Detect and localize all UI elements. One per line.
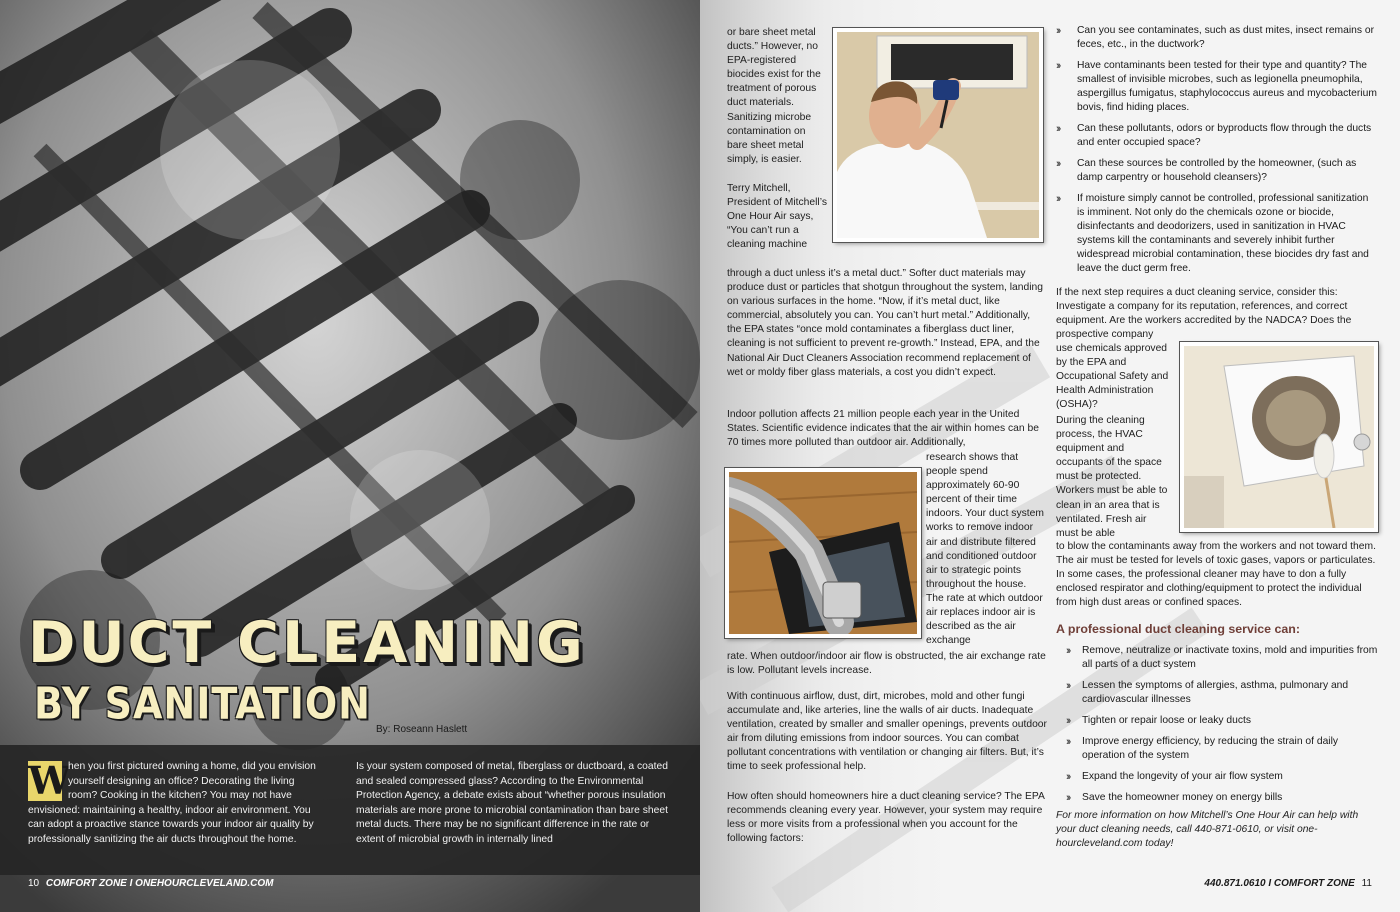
col1-paragraph-3c: rate. When outdoor/indoor air flow is obstructed, the air exchange rate is low. Pollutant levels increase. <box>727 651 1046 677</box>
factors-list <box>1056 24 1378 283</box>
service-item: ›› Save the homeowner money on energy bills <box>1066 792 1283 804</box>
factor-item: ›› Can you see contaminates, such as dust mites, insect remains or feces, etc., in the ductwork? <box>1056 25 1375 50</box>
col1-paragraph-1: or bare sheet metal ducts.” However, no EPA-registered biocides exist for the treatment of porous duct materials. Sanitizing microbe contamination on bare sheet metal simply, is easier. <box>727 27 821 165</box>
folio-right <box>1204 878 1372 889</box>
author-byline: By: Roseann Haslett <box>376 724 468 735</box>
col2-paragraph-1b: use chemicals approved by the EPA and Occupational Safety and Health Administration (OSHA)? <box>1056 343 1169 411</box>
chevron-double-right-icon: ›› <box>1056 158 1060 170</box>
page-number-left: 10 <box>28 878 40 889</box>
article-title-block <box>28 610 688 729</box>
vacuum-photo <box>725 468 921 638</box>
intro-column-2: Is your system composed of metal, fiberglass or ductboard, a coated and sealed compressed glass? According to the Environmental Protection Agency, a debate exists about “whether porous insulation materials are more prone to microbial contamination than bare sheet metal ducts. There may be no significant difference in the rate or extent of microbial growth in internally lined <box>356 761 668 845</box>
chevron-double-right-icon: ›› <box>1056 123 1060 135</box>
ceiling-vent-photo <box>1180 342 1378 532</box>
intro-column-1 <box>28 760 318 848</box>
col1-paragraph-5: How often should homeowners hire a duct cleaning service? The EPA recommends cleaning every year. However, your system may require less or more visits from a professional when you account for the following factors: <box>727 791 1045 845</box>
chevron-double-right-icon: ›› <box>1066 715 1070 727</box>
factor-item: ›› Can these pollutants, odors or byproducts flow through the ducts and enter occupied space? <box>1056 123 1372 148</box>
col1-paragraph-3b: research shows that people spend approximately 60-90 percent of their time indoors. Your duct system works to remove indoor air and distribute filtered and conditioned outdoor air to strategic points throughout the house. The rate at which outdoor air replaces indoor air is described as the air exchange <box>926 452 1044 647</box>
col1-paragraph-4: With continuous airflow, dust, dirt, microbes, mold and other fungi accumulate and, like arteries, line the walls of air ducts. Inadequate ventilation, created by smaller and smaller openings, prevents outdoor air from diluting emissions from indoor sources. You can combat pollutant concentrations with ventilation or changing air filters. But, it’s time to seek professional help. <box>727 691 1047 773</box>
col2-paragraph-2b: to blow the contaminants away from the workers and not toward them. The air must be tested for levels of toxic gases, vapors or particulates. In some cases, the professional cleaner may have to don a fully enclosed respirator and clothing/equipment to protect the individual from high dust areas or confined spaces. <box>1056 541 1376 609</box>
publication-name-right: 440.871.0610 I COMFORT ZONE <box>1204 878 1355 889</box>
chevron-double-right-icon: ›› <box>1066 771 1070 783</box>
technician-photo <box>833 28 1043 242</box>
factor-item: ›› If moisture simply cannot be controlled, professional sanitization is imminent. Not only do the chemicals ozone or biocide, disinfectants and deodorizers, used in sanitization in HVAC systems kill the contaminants and severely inhibit further widespread microbial contamination, these biocides dry fast and leave the duct germ free. <box>1056 193 1369 274</box>
col1-paragraph-3a: Indoor pollution affects 21 million people each year in the United States. Scientific evidence indicates that the air within homes can be 70 times more polluted than outdoor air. Additionally, <box>727 409 1039 449</box>
col1-paragraph-2a: Terry Mitchell, President of Mitchell’s One Hour Air says, “You can’t run a cleaning machine <box>727 183 827 251</box>
col1-paragraph-2b: through a duct unless it’s a metal duct.” Softer duct materials may produce dust or particles that shotgun throughout the system, landing on various surfaces in the home. “Now, if it’s metal duct, like commercial, absolutely you can. You can’t hurt metal.” Additionally, the EPA states “once mold contaminates a fiberglass duct liner, cleaning is not sufficient to prevent re-growth.” Instead, EPA, and the National Air Duct Cleaners Association recommend replacement of wet or moldy fiber glass materials, a cost you didn’t expect. <box>727 268 1043 378</box>
chevron-double-right-icon: ›› <box>1056 193 1060 205</box>
service-item: ›› Remove, neutralize or inactivate toxins, mold and impurities from all parts of a duct system <box>1066 645 1378 670</box>
drop-cap: W <box>28 758 71 803</box>
article-title: DUCT CLEANING <box>28 610 586 676</box>
closing-note: For more information on how Mitchell’s One Hour Air can help with your duct cleaning needs, call 440-871-0610, or visit one-hourcleveland.com today! <box>1056 810 1359 849</box>
chevron-double-right-icon: ›› <box>1056 25 1060 37</box>
chevron-double-right-icon: ›› <box>1066 792 1070 804</box>
ceiling-vent-illustration <box>1184 346 1374 528</box>
folio-left <box>28 878 274 889</box>
intro-paragraph-1: hen you first pictured owning a home, did you envision yourself designing an office? Decorating the living room? Cooking in the kitchen? You may not have envisioned: maintaining a healthy, indoor air environment. You can adopt a proactive stance towards your indoor air quality by professionally sanitizing the air ducts throughout the home. <box>28 761 316 845</box>
col2-paragraph-1a: If the next step requires a duct cleaning service, consider this: Investigate a company for its reputation, references, and correct equipment. Are the workers accredited by the NADCA? Does the prospective company <box>1056 287 1352 341</box>
chevron-double-right-icon: ›› <box>1066 680 1070 692</box>
service-item: ›› Improve energy efficiency, by reducing the strain of daily operation of the system <box>1066 736 1339 761</box>
service-item: ›› Tighten or repair loose or leaky ducts <box>1066 715 1252 727</box>
factor-item: ›› Have contaminants been tested for their type and quantity? The smallest of invisible microbes, such as legionella pneumophila, aspergillus fumigatus, staphylococcus aureus and mycobacterium bovis, find hiding places. <box>1056 60 1377 113</box>
vacuum-illustration <box>729 472 917 634</box>
service-heading: A professional duct cleaning service can: <box>1056 622 1300 636</box>
service-list <box>1066 644 1378 812</box>
chevron-double-right-icon: ›› <box>1066 736 1070 748</box>
factor-item: ›› Can these sources be controlled by the homeowner, (such as damp carpentry or household cleansers)? <box>1056 158 1357 183</box>
article-subtitle: BY SANITATION <box>34 678 371 729</box>
service-item: ›› Expand the longevity of your air flow system <box>1066 771 1283 783</box>
service-item: ›› Lessen the symptoms of allergies, asthma, pulmonary and cardiovascular illnesses <box>1066 680 1349 705</box>
col2-paragraph-2a: During the cleaning process, the HVAC equipment and occupants of the space must be protected. Workers must be able to clean in an area that is ventilated. Fresh air must be able <box>1056 415 1168 539</box>
chevron-double-right-icon: ›› <box>1056 60 1060 72</box>
page-number-right: 11 <box>1361 878 1372 889</box>
publication-name-left: COMFORT ZONE I ONEHOURCLEVELAND.COM <box>45 878 274 889</box>
technician-illustration <box>837 32 1039 238</box>
chevron-double-right-icon: ›› <box>1066 645 1070 657</box>
